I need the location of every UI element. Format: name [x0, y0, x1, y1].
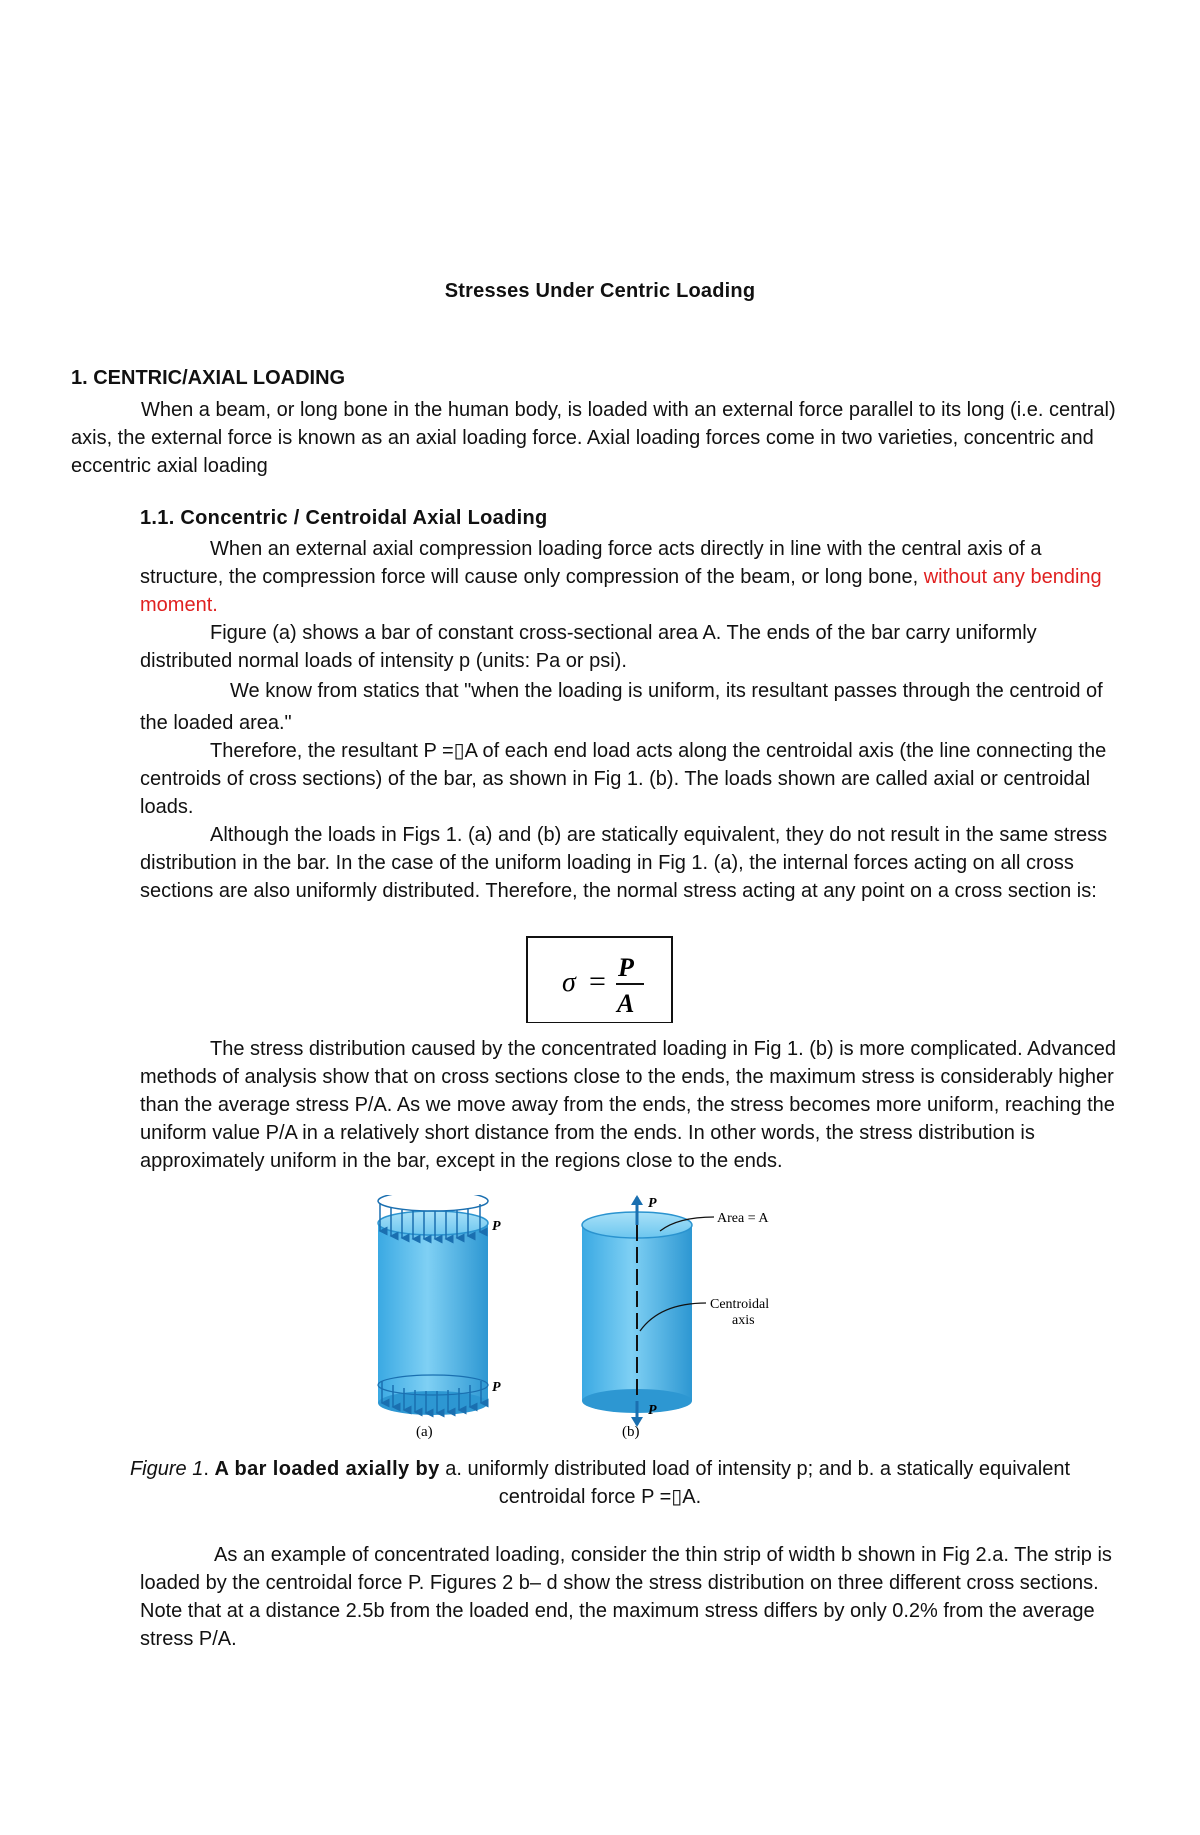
load-p-bottom-label: P: [492, 1380, 501, 1395]
figure-label-b: (b): [622, 1424, 640, 1440]
force-p-bottom-label: P: [648, 1403, 657, 1418]
example-paragraph: [140, 1541, 1130, 1653]
figure-a-text: Figure (a) shows a bar of constant cross-sectional area A. The ends of the bar carry uniformly distributed normal loads of intensity p (units: Pa or psi).: [140, 622, 1037, 672]
resultant-text: Therefore, the resultant P =▯A of each end load acts along the centroidal axis (the line connecting the centroids of cross sections) of the bar, as shown in Fig 1. (b). The loads shown are called axial or centroidal loads.: [140, 740, 1107, 818]
cylinder-a: [378, 1195, 501, 1440]
formula-denominator: A: [617, 989, 635, 1018]
distribution-paragraph: [140, 1035, 1140, 1175]
load-p-top-label: P: [492, 1219, 501, 1234]
stress-formula-box: [526, 936, 673, 1023]
formula-numerator: P: [618, 953, 634, 982]
formula-sigma: σ: [562, 967, 576, 998]
axis-label: axis: [732, 1313, 755, 1328]
figure-label-a: (a): [416, 1424, 433, 1440]
distribution-text: The stress distribution caused by the concentrated loading in Fig 1. (b) is more complicated. Advanced methods of analysis show that on cross sections close to the ends, the maximum stress is considerably higher than the average stress P/A. As we move away from the ends, the stress becomes more uniform, reaching the uniform value P/A in a relatively short distance from the ends. In other words, the stress distribution is approximately uniform in the bar, except in the regions close to the ends.: [140, 1038, 1117, 1172]
force-p-top-label: P: [648, 1196, 657, 1211]
highlighted-text: without any bending moment.: [140, 566, 1102, 616]
caption-bold: A bar loaded axially by: [214, 1458, 440, 1480]
example-text: As an example of concentrated loading, consider the thin strip of width b shown in Fig 2.a. The strip is loaded by the centroidal force P. Figures 2 b– d show the stress distribution on three different cross sections. Note that at a distance 2.5b from the loaded end, the maximum stress differs by only 0.2% from the average stress P/A.: [140, 1544, 1112, 1650]
statics-text: We know from statics that "when the loading is uniform, its resultant passes through the centroid of the loaded area.": [140, 680, 1103, 734]
formula-equals: =: [589, 965, 606, 998]
figure-caption: [0, 1455, 1200, 1511]
subsection-heading: 1.1. Concentric / Centroidal Axial Loading: [140, 507, 548, 529]
cylinder-b: [582, 1195, 769, 1440]
figure-a-paragraph: [140, 619, 1120, 675]
load-ring-top: [378, 1195, 488, 1211]
document-title: Stresses Under Centric Loading: [444, 280, 756, 302]
caption-dot: .: [203, 1458, 215, 1480]
force-arrowhead-top: [631, 1195, 643, 1205]
section-heading: 1. CENTRIC/AXIAL LOADING: [71, 367, 346, 389]
intro-paragraph: [71, 396, 1121, 480]
although-text: Although the loads in Figs 1. (a) and (b) are statically equivalent, they do not result in the same stress distribution in the bar. In the case of the uniform loading in Fig 1. (a), the internal forces acting on all cross sections are also uniformly distributed. Therefore, the normal stress acting at any point on a cross section is:: [140, 824, 1108, 902]
caption-rest-line2: centroidal force P =▯A.: [498, 1486, 702, 1508]
statics-paragraph: [140, 675, 1120, 739]
cylinder-a-body: [378, 1223, 488, 1403]
although-paragraph: [140, 821, 1130, 905]
intro-text: When a beam, or long bone in the human body, is loaded with an external force parallel to its long (i.e. central) axis, the external force is known as an axial loading force. Axial loading forces come in two varieties, concentric and eccentric axial loading: [71, 399, 1116, 477]
concentric-text: When an external axial compression loading force acts directly in line with the central axis of a structure, the compression force will cause only compression of the beam, or long bone,: [140, 538, 1042, 588]
stress-formula: [528, 938, 671, 1022]
area-label: Area = A: [717, 1211, 769, 1226]
concentric-paragraph: [140, 535, 1120, 619]
caption-label: Figure 1: [129, 1458, 204, 1480]
figure-1: [360, 1195, 840, 1445]
figure-1-illustration: [360, 1195, 840, 1445]
caption-rest-line1: a. uniformly distributed load of intensity p; and b. a statically equivalent: [439, 1458, 1071, 1480]
cylinder-a-top: [378, 1211, 488, 1235]
resultant-paragraph: [140, 737, 1120, 821]
centroidal-label: Centroidal: [710, 1297, 770, 1312]
